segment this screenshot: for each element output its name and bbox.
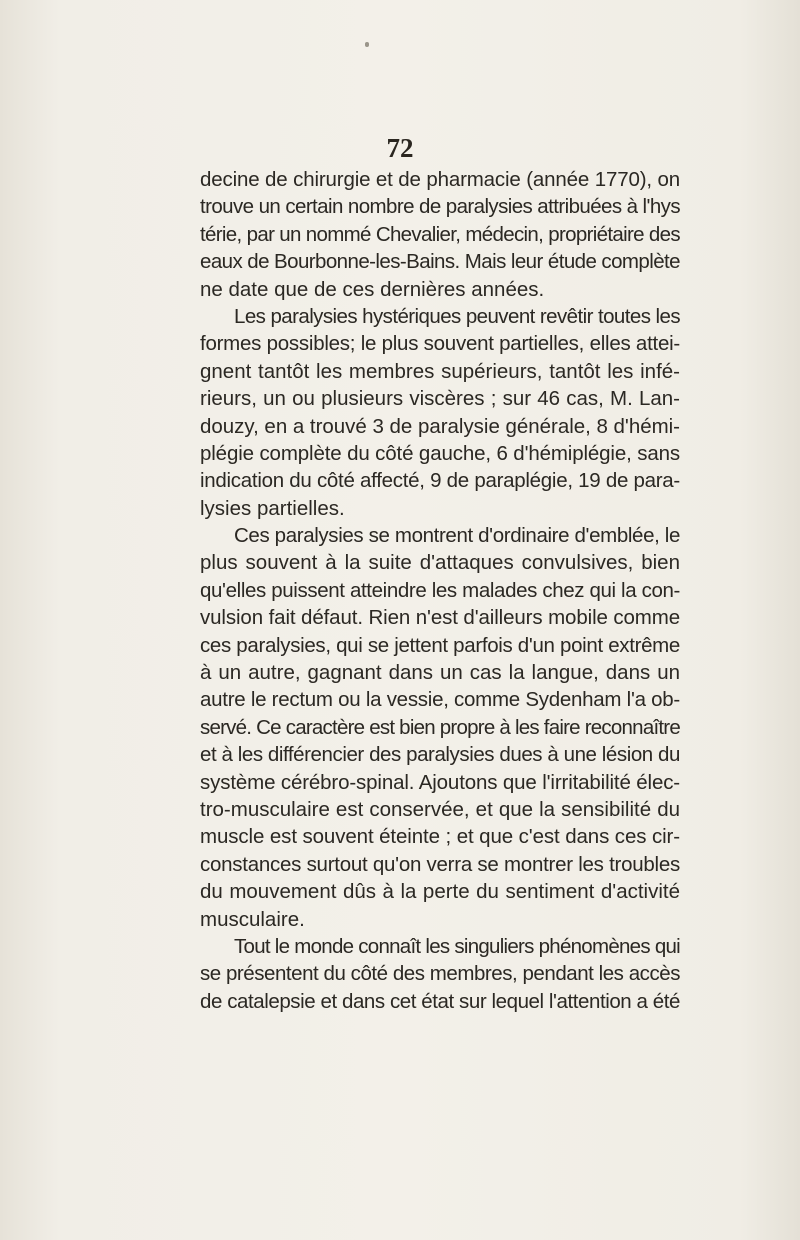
text-line: et à les différencier des paralysies dues à une lésion du xyxy=(200,743,680,767)
text-line: Tout le monde connaît les singuliers phénomènes qui xyxy=(234,934,680,958)
text-line: plus souvent à la suite d'attaques convulsives, bien xyxy=(200,551,680,575)
text-line: douzy, en a trouvé 3 de paralysie générale, 8 d'hémi- xyxy=(200,414,680,438)
text-line: du mouvement dûs à la perte du sentiment d'activité xyxy=(200,880,680,904)
text-line: autre le rectum ou la vessie, comme Sydenham l'a ob- xyxy=(200,688,680,712)
text-line: gnent tantôt les membres supérieurs, tantôt les infé- xyxy=(200,359,680,383)
text-line: ces paralysies, qui se jettent parfois d'un point extrême xyxy=(200,633,680,657)
text-line: système cérébro-spinal. Ajoutons que l'irritabilité élec- xyxy=(200,770,680,794)
text-line: vulsion fait défaut. Rien n'est d'ailleurs mobile comme xyxy=(200,606,680,630)
text-line: ne date que de ces dernières années. xyxy=(200,277,545,301)
text-line: formes possibles; le plus souvent partielles, elles attei- xyxy=(200,332,680,356)
text-line: qu'elles puissent atteindre les malades chez qui la con- xyxy=(200,578,680,602)
text-line: de catalepsie et dans cet état sur lequel l'attention a été xyxy=(200,989,680,1013)
ink-speck xyxy=(365,42,369,47)
text-line: decine de chirurgie et de pharmacie (année 1770), on xyxy=(200,168,680,191)
text-line: musculaire. xyxy=(200,907,305,931)
text-line: constances surtout qu'on verra se montrer les troubles xyxy=(200,852,680,876)
text-line: servé. Ce caractère est bien propre à les faire reconnaître xyxy=(200,715,680,739)
text-line: térie, par un nommé Chevalier, médecin, propriétaire des xyxy=(200,222,680,246)
body-text xyxy=(200,166,680,1015)
text-line: trouve un certain nombre de paralysies attribuées à l'hys xyxy=(200,195,680,219)
text-line: se présentent du côté des membres, pendant les accès xyxy=(200,962,680,986)
text-line: Ces paralysies se montrent d'ordinaire d'emblée, le xyxy=(234,524,680,548)
text-line: Les paralysies hystériques peuvent revêtir toutes les xyxy=(234,304,680,328)
text-line: muscle est souvent éteinte ; et que c'est dans ces cir- xyxy=(200,825,680,849)
text-line: eaux de Bourbonne-les-Bains. Mais leur étude complète xyxy=(200,250,680,274)
page-number: 72 xyxy=(386,133,414,163)
text-line: tro-musculaire est conservée, et que la sensibilité du xyxy=(200,797,680,821)
text-line: indication du côté affecté, 9 de paraplégie, 19 de para- xyxy=(200,469,680,493)
text-line: plégie complète du côté gauche, 6 d'hémiplégie, sans xyxy=(200,441,680,465)
text-line: lysies partielles. xyxy=(200,496,345,520)
text-line: à un autre, gagnant dans un cas la langue, dans un xyxy=(200,661,680,685)
text-line: rieurs, un ou plusieurs viscères ; sur 46 cas, M. Lan- xyxy=(200,387,680,411)
